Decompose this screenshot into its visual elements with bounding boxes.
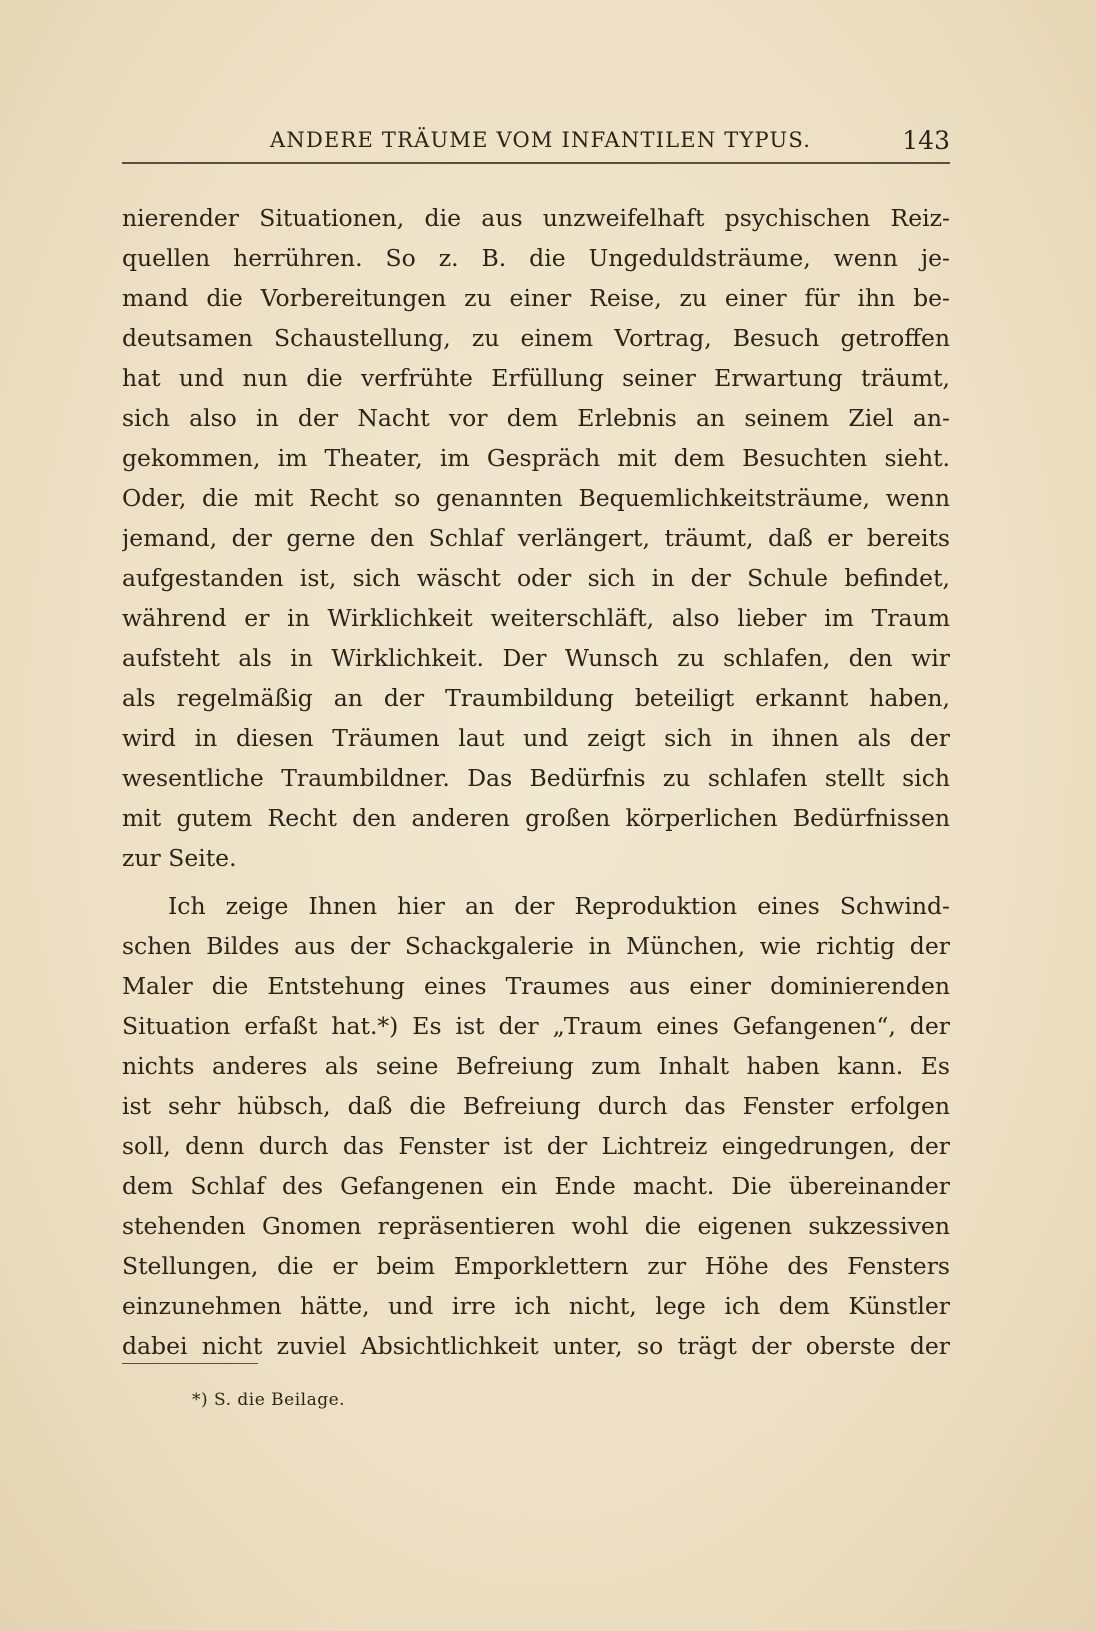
text-line: gekommen, im Theater, im Gespräch mit dem Besuchten sieht. — [122, 444, 950, 472]
text-line: mand die Vorbereitungen zu einer Reise, zu einer für ihn be- — [122, 284, 950, 312]
text-line: quellen herrühren. So z. B. die Ungeduldsträume, wenn je- — [122, 244, 950, 272]
text-line: deutsamen Schaustellung, zu einem Vortrag, Besuch getroffen — [122, 324, 950, 352]
footnote-rule — [122, 1363, 258, 1364]
text-line: nierender Situationen, die aus unzweifelhaft psychischen Reiz- — [122, 204, 950, 232]
paragraph-gap — [122, 878, 950, 886]
text-line: wesentliche Traumbildner. Das Bedürfnis zu schlafen stellt sich — [122, 764, 950, 792]
text-line: wird in diesen Träumen laut und zeigt sich in ihnen als der — [122, 724, 950, 752]
text-line: aufsteht als in Wirklichkeit. Der Wunsch zu schlafen, den wir — [122, 644, 950, 672]
paragraph-2 — [122, 886, 950, 1366]
text-line: schen Bildes aus der Schackgalerie in München, wie richtig der — [122, 932, 950, 960]
text-line: soll, denn durch das Fenster ist der Lichtreiz eingedrungen, der — [122, 1132, 950, 1160]
text-line: stehenden Gnomen repräsentieren wohl die eigenen sukzessiven — [122, 1212, 950, 1240]
text-line: aufgestanden ist, sich wäscht oder sich in der Schule befindet, — [122, 564, 950, 592]
text-line: Situation erfaßt hat.*) Es ist der „Traum eines Gefangenen“, der — [122, 1012, 950, 1040]
paragraph-1 — [122, 198, 950, 878]
running-head: ANDERE TRÄUME VOM INFANTILEN TYPUS. — [270, 128, 812, 152]
text-line: einzunehmen hätte, und irre ich nicht, lege ich dem Künstler — [122, 1292, 950, 1320]
text-line: zur Seite. — [122, 844, 237, 872]
text-line: Maler die Entstehung eines Traumes aus einer dominierenden — [122, 972, 950, 1000]
header-rule — [122, 162, 950, 164]
text-line: nichts anderes als seine Befreiung zum Inhalt haben kann. Es — [122, 1052, 950, 1080]
text-line: sich also in der Nacht vor dem Erlebnis an seinem Ziel an- — [122, 404, 950, 432]
text-line: Stellungen, die er beim Emporklettern zur Höhe des Fensters — [122, 1252, 950, 1280]
text-line: Oder, die mit Recht so genannten Bequemlichkeitsträume, wenn — [122, 484, 950, 512]
text-line: während er in Wirklichkeit weiterschläft, also lieber im Traum — [122, 604, 950, 632]
footnote: *) S. die Beilage. — [192, 1390, 346, 1410]
text-line: jemand, der gerne den Schlaf verlängert, träumt, daß er bereits — [122, 524, 950, 552]
text-line: mit gutem Recht den anderen großen körperlichen Bedürfnissen — [122, 804, 950, 832]
text-line: dem Schlaf des Gefangenen ein Ende macht. Die übereinander — [122, 1172, 950, 1200]
text-line: als regelmäßig an der Traumbildung beteiligt erkannt haben, — [122, 684, 950, 712]
text-line: hat und nun die verfrühte Erfüllung seiner Erwartung träumt, — [122, 364, 950, 392]
body-text — [122, 198, 950, 1366]
page-number: 143 — [902, 126, 950, 155]
text-line: Ich zeige Ihnen hier an der Reproduktion eines Schwind- — [168, 892, 950, 920]
text-line: dabei nicht zuviel Absichtlichkeit unter, so trägt der oberste der — [122, 1332, 950, 1360]
text-line: ist sehr hübsch, daß die Befreiung durch das Fenster erfolgen — [122, 1092, 950, 1120]
